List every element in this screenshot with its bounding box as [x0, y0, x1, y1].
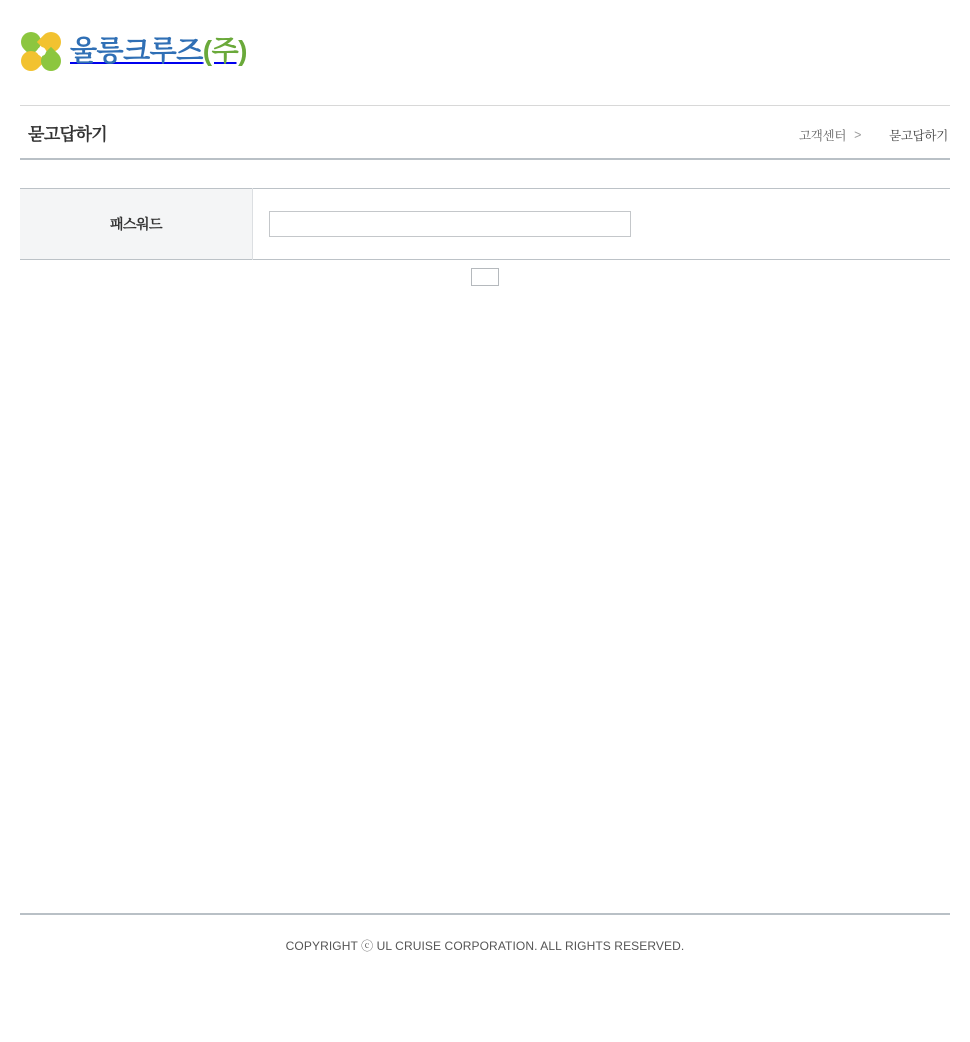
- pinwheel-flower-icon: [20, 30, 62, 72]
- site-footer: [20, 913, 950, 954]
- logo-wordmark-main: 울릉크루즈: [70, 35, 203, 66]
- site-logo-link[interactable]: [20, 30, 247, 72]
- password-field-cell: [253, 189, 951, 260]
- copyright-text: COPYRIGHT ⓒ UL CRUISE CORPORATION. ALL RIGHTS RESERVED.: [285, 939, 685, 953]
- page-titlebar: [20, 105, 950, 160]
- breadcrumb-current: 묻고답하기: [889, 129, 948, 143]
- breadcrumb-separator-icon: >: [854, 128, 862, 142]
- password-input[interactable]: [269, 211, 631, 237]
- site-header: [0, 0, 970, 105]
- main-content: [20, 160, 950, 290]
- password-form-table: [20, 188, 950, 260]
- breadcrumb: [799, 126, 948, 144]
- logo-wordmark-suffix: (주): [202, 35, 247, 66]
- form-actions: [20, 260, 950, 290]
- table-row: [20, 189, 950, 260]
- submit-button[interactable]: [471, 268, 499, 286]
- logo-wordmark: [70, 37, 247, 65]
- breadcrumb-root[interactable]: 고객센터: [799, 129, 847, 143]
- password-label: 패스워드: [20, 189, 253, 260]
- page-title: 묻고답하기: [28, 125, 108, 144]
